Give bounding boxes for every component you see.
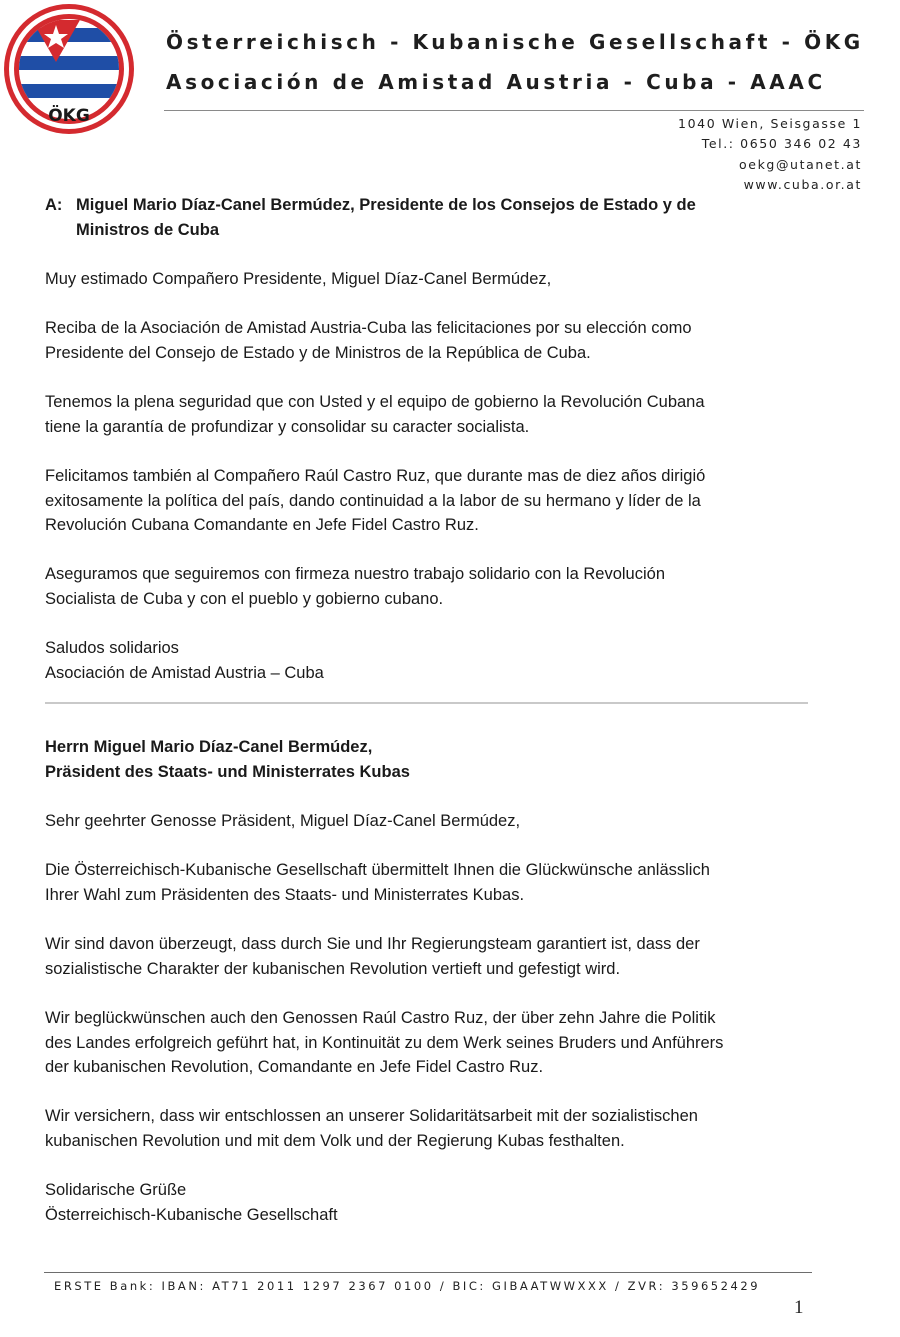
bank-details: ERSTE Bank: IBAN: AT71 2011 1297 2367 0100 / BIC: GIBAATWWXXX / ZVR: 359652429 bbox=[54, 1279, 761, 1293]
es-paragraph-3 bbox=[45, 464, 705, 538]
es-p3-line1: Felicitamos también al Compañero Raúl Castro Ruz, que durante mas de diez años dirigió bbox=[45, 467, 706, 485]
de-p3-line1: Wir beglückwünschen auch den Genossen Raúl Castro Ruz, der über zehn Jahre die Politik bbox=[45, 1009, 716, 1027]
de-addressee bbox=[45, 735, 410, 784]
es-closing: Saludos solidarios bbox=[45, 639, 179, 657]
de-closing: Solidarische Grüße bbox=[45, 1181, 187, 1199]
de-p2-line1: Wir sind davon überzeugt, dass durch Sie und Ihr Regierungsteam garantiert ist, dass der bbox=[45, 935, 700, 953]
de-p1-line1: Die Österreichisch-Kubanische Gesellschaft übermittelt Ihnen die Glückwünsche anlässlich bbox=[45, 861, 710, 879]
logo-text: ÖKG bbox=[48, 106, 90, 126]
de-signature: Österreichisch-Kubanische Gesellschaft bbox=[45, 1205, 338, 1224]
de-p4-line1: Wir versichern, dass wir entschlossen an unserer Solidaritätsarbeit mit der sozialistischen bbox=[45, 1107, 698, 1125]
de-p3-line3: der kubanischen Revolution, Comandante en Jefe Fidel Castro Ruz. bbox=[45, 1058, 544, 1076]
org-name-german: Österreichisch - Kubanische Gesellschaft - ÖKG bbox=[166, 30, 864, 54]
de-p2-line2: sozialistische Charakter der kubanischen Revolution vertieft und gefestigt wird. bbox=[45, 959, 621, 978]
es-addressee-line2: Ministros de Cuba bbox=[76, 220, 220, 239]
de-addressee-line1: Herrn Miguel Mario Díaz-Canel Bermúdez, bbox=[45, 738, 373, 756]
contact-block bbox=[678, 114, 862, 195]
es-p3-line2: exitosamente la política del país, dando continuidad a la labor de su hermano y líder de la bbox=[45, 491, 701, 510]
de-p3-line2: des Landes erfolgreich geführt hat, in Kontinuität zu dem Werk seines Bruders und Anführers bbox=[45, 1033, 724, 1052]
es-paragraph-1 bbox=[45, 316, 692, 365]
de-salutation: Sehr geehrter Genosse Präsident, Miguel Díaz-Canel Bermúdez, bbox=[45, 812, 521, 830]
contact-phone: Tel.: 0650 346 02 43 bbox=[701, 136, 862, 152]
es-p2-line1: Tenemos la plena seguridad que con Usted y el equipo de gobierno la Revolución Cubana bbox=[45, 393, 705, 411]
page-number: 1 bbox=[794, 1297, 804, 1318]
es-p2-line2: tiene la garantía de profundizar y consolidar su caracter socialista. bbox=[45, 417, 530, 436]
es-addressee-line1: Miguel Mario Díaz-Canel Bermúdez, Presidente de los Consejos de Estado y de bbox=[76, 196, 696, 214]
de-paragraph-3 bbox=[45, 1006, 723, 1080]
contact-email: oekg@utanet.at bbox=[739, 156, 862, 172]
es-signature: Asociación de Amistad Austria – Cuba bbox=[45, 663, 324, 682]
es-p3-line3: Revolución Cubana Comandante en Jefe Fidel Castro Ruz. bbox=[45, 516, 479, 534]
header-divider bbox=[164, 110, 864, 111]
contact-address: 1040 Wien, Seisgasse 1 bbox=[678, 116, 862, 131]
es-salutation: Muy estimado Compañero Presidente, Miguel Díaz-Canel Bermúdez, bbox=[45, 270, 552, 288]
section-divider bbox=[45, 702, 808, 704]
de-p1-line2: Ihrer Wahl zum Präsidenten des Staats- und Ministerrates Kubas. bbox=[45, 885, 525, 904]
de-paragraph-2 bbox=[45, 932, 700, 981]
es-p1-line2: Presidente del Consejo de Estado y de Ministros de la República de Cuba. bbox=[45, 343, 591, 362]
es-p4-line2: Socialista de Cuba y con el pueblo y gobierno cubano. bbox=[45, 589, 444, 608]
es-p1-line1: Reciba de la Asociación de Amistad Austria-Cuba las felicitaciones por su elección como bbox=[45, 319, 692, 337]
es-closing-block bbox=[45, 636, 324, 685]
de-paragraph-1 bbox=[45, 858, 710, 907]
es-paragraph-2 bbox=[45, 390, 705, 439]
es-p4-line1: Aseguramos que seguiremos con firmeza nuestro trabajo solidario con la Revolución bbox=[45, 565, 665, 583]
es-paragraph-4 bbox=[45, 562, 665, 611]
okg-logo bbox=[2, 2, 136, 136]
org-name-spanish: Asociación de Amistad Austria - Cuba - AAAC bbox=[166, 70, 826, 94]
de-paragraph-4 bbox=[45, 1104, 698, 1153]
de-addressee-line2: Präsident des Staats- und Ministerrates Kubas bbox=[45, 762, 410, 781]
de-closing-block bbox=[45, 1178, 338, 1227]
es-addressee-prefix: A: bbox=[45, 196, 63, 214]
de-p4-line2: kubanischen Revolution und mit dem Volk und der Regierung Kubas festhalten. bbox=[45, 1131, 625, 1150]
es-addressee bbox=[45, 193, 696, 242]
contact-website: www.cuba.or.at bbox=[743, 176, 862, 192]
footer-divider bbox=[44, 1272, 812, 1273]
